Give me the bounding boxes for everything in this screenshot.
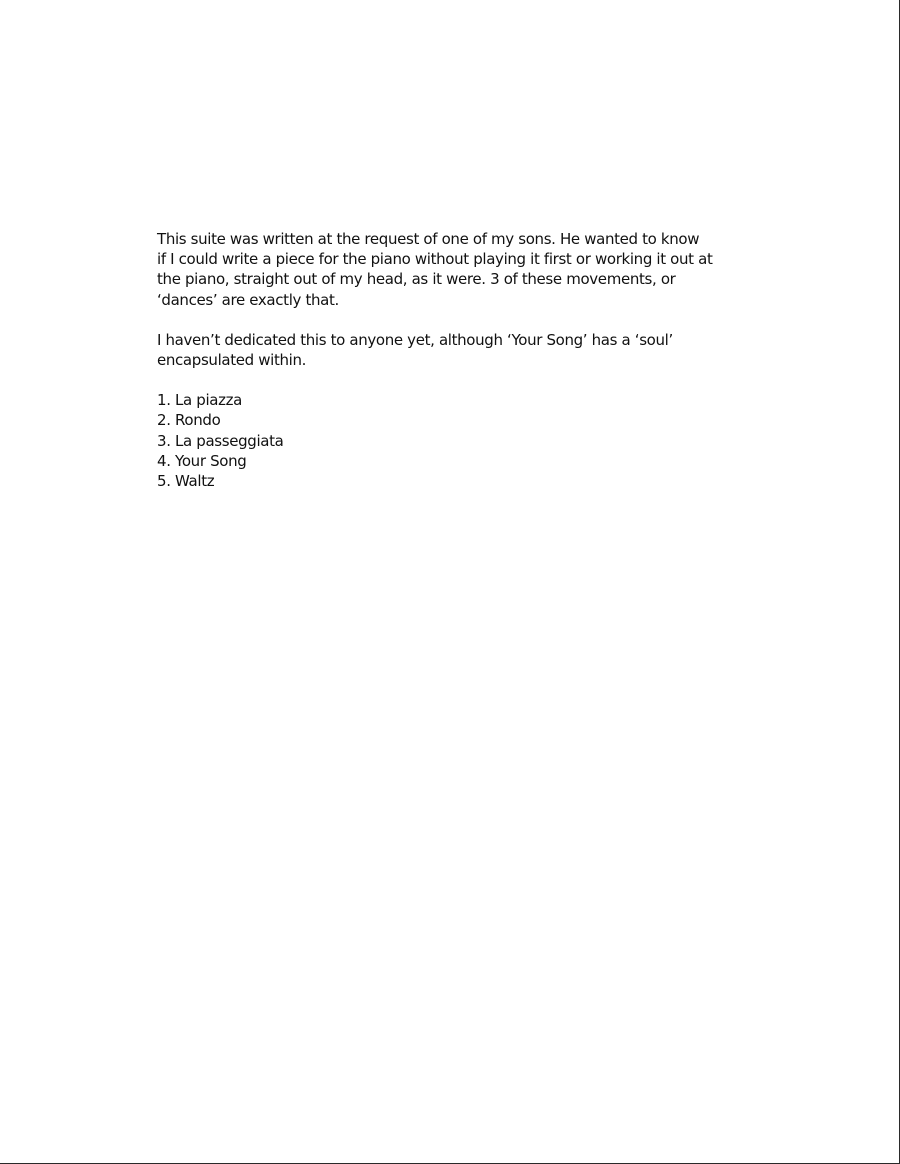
intro-line: ‘dances’ are exactly that. xyxy=(157,290,339,309)
movement-item: 2. Rondo xyxy=(157,411,221,430)
intro-paragraph xyxy=(157,229,757,310)
dedication-line: I haven’t dedicated this to anyone yet, although ‘Your Song’ has a ‘soul’ xyxy=(157,330,673,349)
movement-item: 5. Waltz xyxy=(157,472,215,491)
movement-item: 1. La piazza xyxy=(157,391,243,410)
dedication-paragraph xyxy=(157,330,757,370)
movement-item: 3. La passeggiata xyxy=(157,431,284,450)
intro-line: the piano, straight out of my head, as it were. 3 of these movements, or xyxy=(157,270,676,289)
movement-item: 4. Your Song xyxy=(157,451,247,470)
dedication-line: encapsulated within. xyxy=(157,351,307,370)
movements-list xyxy=(157,390,757,491)
document-body xyxy=(157,229,757,491)
intro-line: This suite was written at the request of one of my sons. He wanted to know xyxy=(157,230,700,248)
intro-line: if I could write a piece for the piano without playing it first or working it out at xyxy=(157,250,713,269)
